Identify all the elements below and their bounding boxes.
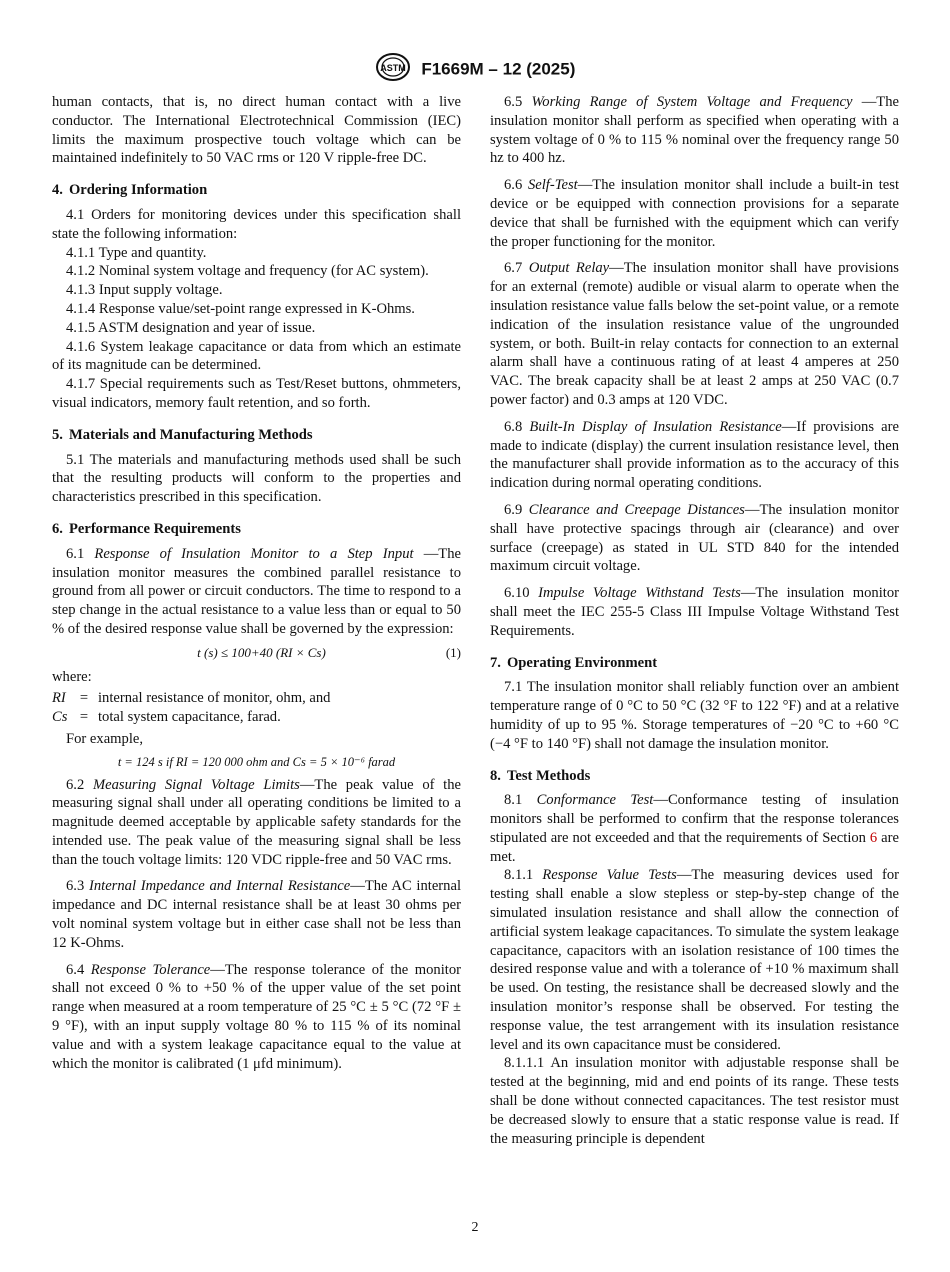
astm-logo-icon <box>375 52 411 87</box>
list-item: 4.1.4 Response value/set-point range expressed in K-Ohms. <box>66 300 415 317</box>
left-column <box>52 93 461 1073</box>
where-label: where: <box>52 668 92 685</box>
paragraph-6-6: 6.6 Self-Test—The insulation monitor shall include a built-in test device or be equipped with connection provisions for a separate device that shall be furnished with the equipment which can verify the proper functioning for the monitor. <box>490 177 899 250</box>
definition-row: RI = internal resistance of monitor, ohm, and <box>52 690 331 707</box>
paragraph-8-1-1-1: 8.1.1.1 An insulation monitor with adjustable response shall be tested at the beginning, mid and end points of its range. These tests shall be done without connected capacitances. The test resistor must be decreased slowly to ensure that a static response value is read. If the measuring principle is dependent <box>490 1055 899 1147</box>
section-6-heading: 6. Performance Requirements <box>52 520 241 537</box>
section-7-heading: 7. Operating Environment <box>490 654 658 671</box>
paragraph-6-9: 6.9 Clearance and Creepage Distances—The insulation monitor shall have protective spacings through air (clearance) and over surface (creepage) as stated in UL STD 840 for the intended maximum circuit voltage. <box>490 501 899 575</box>
paragraph-5-1: 5.1 The materials and manufacturing methods used shall be such that the resulting products will conform to the properties and characteristics prescribed in this specification. <box>52 451 461 506</box>
page-number: 2 <box>471 1220 479 1235</box>
definition-row: Cs = total system capacitance, farad. <box>52 709 281 726</box>
paragraph-6-1: 6.1 Response of Insulation Monitor to a Step Input —The insulation monitor measures the combined parallel resistance to ground from all power or circuit conductors. The time to respond to a step change in the actual resistance to a value less than or equal to 50 % of the desired response value shall be governed by the expression: <box>52 545 461 637</box>
intro-paragraph: human contacts, that is, no direct human contact with a live conductor. The International Electrotechnical Commission (IEC) limits the maximum prospective touch voltage which can be maintained indefinitely to 50 VAC rms or 120 V ripple-free DC. <box>52 94 461 167</box>
section-5-heading: 5. Materials and Manufacturing Methods <box>52 426 313 443</box>
paragraph-6-4: 6.4 Response Tolerance—The response tolerance of the monitor shall not exceed 0 % to +50 % of the upper value of the set point range when measured at a room temperature of 25 °C ± 5 °C (72 °F ± 9 °F), with an input supply voltage 80 % to 115 % of its nominal value and with a system leakage capacitance equal to the value at which the monitor is calibrated (1 μfd minimum). <box>52 961 461 1072</box>
paragraph-6-8: 6.8 Built-In Display of Insulation Resistance—If provisions are made to indicate (display) the current insulation resistance level, then the manufacturer shall provide information as to the accuracy of this indication during normal operating conditions. <box>490 418 899 492</box>
paragraph-8-1-1: 8.1.1 Response Value Tests—The measuring devices used for testing shall enable a slow stepless or step-by-step change of the simulated insulation resistance and shall allow the connection of artificial system leakage capacitances. To simulate the system leakage capacitance, capacitors with an isolation resistance of 100 times the desired response value and with a tolerance of +10 % maximum shall be used. On testing, the resistance shall be decreased slowly and the insulation monitor’s response shall be observed. For testing the response value, the test arrangement with its insulation resistance level and its own capacitance must be considered. <box>490 867 899 1053</box>
list-item: 4.1.1 Type and quantity. <box>66 244 207 261</box>
paragraph-6-3: 6.3 Internal Impedance and Internal Resistance—The AC internal impedance and DC internal resistance shall be at least 30 ohms per volt nominal system voltage but in either case shall not be less than 12 K-Ohms. <box>52 878 462 951</box>
variable-definitions <box>52 689 461 727</box>
equation-1 <box>52 644 461 663</box>
paragraph-6-7: 6.7 Output Relay—The insulation monitor shall have provisions for an external (remote) audible or visual alarm to operate when the insulation resistance value falls below the set-point value, or a remote indication of the insulation resistance value of the ungrounded system, or both. Built-in relay contacts for connection to an external alarm shall have a continuous rating of at least 4 amperes at 250 VAC. The break capacity shall be at least 2 amps at 250 VAC (0.7 power factor) and 0.3 amps at 120 VDC. <box>490 260 899 408</box>
list-item: 4.1.2 Nominal system voltage and frequency (for AC system). <box>66 263 429 280</box>
list-item: 4.1.7 Special requirements such as Test/Reset buttons, ohmmeters, visual indicators, memory fault retention, and so forth. <box>52 376 461 411</box>
paragraph-6-10: 6.10 Impulse Voltage Withstand Tests—The insulation monitor shall meet the IEC 255-5 Class III Impulse Voltage Withstand Test Requirements. <box>490 585 899 639</box>
paragraph-8-1: 8.1 Conformance Test—Conformance testing of insulation monitors shall be performed to confirm that the response tolerances stipulated are not exceeded and that the requirements of Section 6 are met. <box>490 792 899 865</box>
right-column <box>490 93 899 1148</box>
for-example-label: For example, <box>66 730 144 747</box>
paragraph-6-5: 6.5 Working Range of System Voltage and Frequency —The insulation monitor shall perform as specified when operating with a system voltage of 0 % to 115 % nominal over the frequency range 50 hz to 400 hz. <box>490 94 899 167</box>
section-6-link[interactable]: 6 <box>869 829 878 846</box>
section-4-heading: 4. Ordering Information <box>52 182 208 199</box>
equation-body: t (s) ≤ 100+40 (RI × Cs) <box>197 644 326 660</box>
section-8-heading: 8. Test Methods <box>490 767 591 784</box>
svg-text:ASTM: ASTM <box>379 63 406 73</box>
paragraph-7-1: 7.1 The insulation monitor shall reliably function over an ambient temperature range of 0 °C to 50 °C (32 °F to 122 °F) and at a relative humidity of up to 95 %. Storage temperatures of −20 °C to +60 °C (−4 °F to 140 °F) shall not damage the insulation monitor. <box>490 679 899 752</box>
page-header <box>0 52 950 87</box>
list-item: 4.1.5 ASTM designation and year of issue. <box>66 319 316 336</box>
example-equation: t = 124 s if RI = 120 000 ohm and Cs = 5 × 10⁻⁶ farad <box>117 754 396 769</box>
list-item: 4.1.3 Input supply voltage. <box>66 282 223 299</box>
document-code: F1669M – 12 (2025) <box>421 59 576 79</box>
paragraph-4-1: 4.1 Orders for monitoring devices under this specification shall state the following information: <box>52 206 461 242</box>
list-item: 4.1.6 System leakage capacitance or data from which an estimate of its magnitude can be determined. <box>52 338 461 374</box>
equation-number: (1) <box>445 644 461 660</box>
paragraph-6-2: 6.2 Measuring Signal Voltage Limits—The peak value of the measuring signal shall under all operating conditions be limited to a magnitude deemed acceptable by applicable safety standards for the intended use. The peak value of the measuring signal shall be less than the touch voltage limits: 120 VDC ripple-free and 50 VAC rms. <box>52 776 462 868</box>
